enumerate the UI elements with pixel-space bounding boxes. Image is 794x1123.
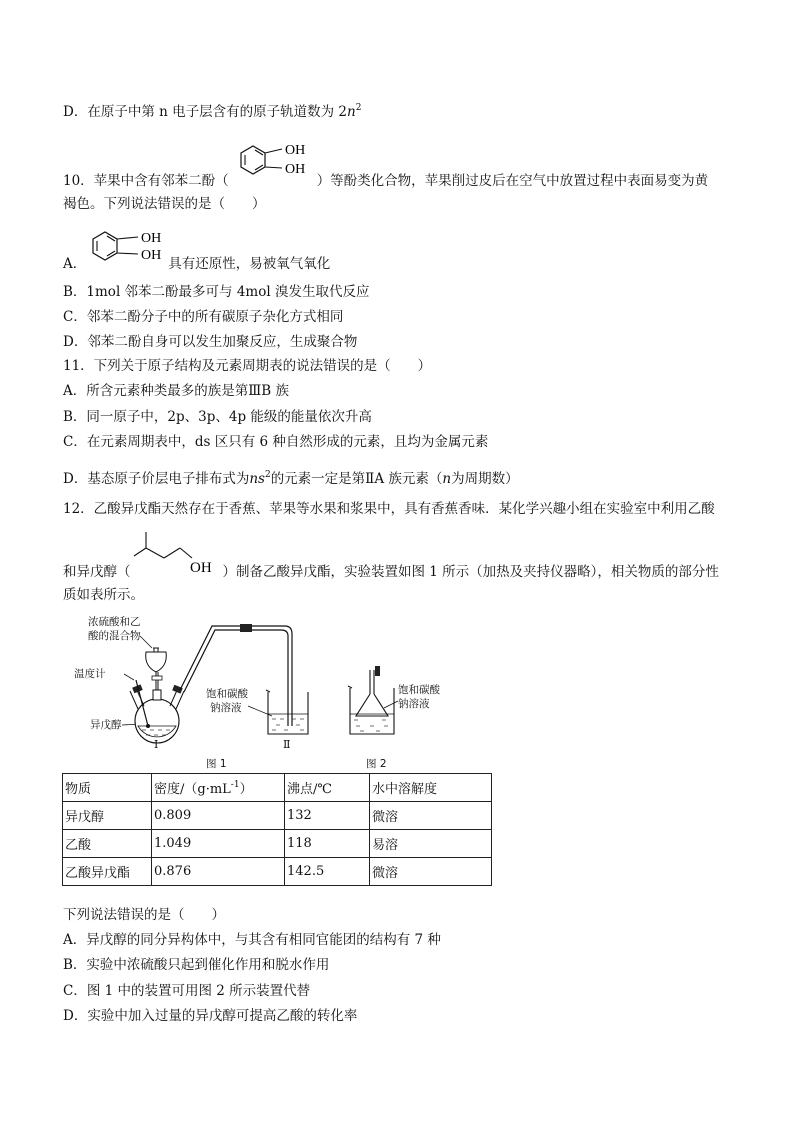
table-cell: 0.876	[152, 858, 285, 886]
oh-label-3: OH	[141, 231, 162, 246]
q11-option-d-n: n	[442, 471, 452, 487]
table-cell: 118	[285, 830, 370, 858]
q9-option-d-text: D．在原子中第 n 电子层含有的原子轨道数为 2	[63, 104, 347, 120]
oh-label-1: OH	[285, 143, 306, 158]
table-cell: 乙酸	[63, 830, 152, 858]
q11-option-d	[63, 466, 519, 488]
q11-option-d-p3: 为周期数）	[451, 471, 519, 487]
table-cell: 易溶	[370, 830, 492, 858]
q10-stem-line1	[63, 172, 708, 190]
label-acid-mix-1: 浓硫酸和乙	[88, 616, 141, 628]
table-row	[63, 830, 492, 858]
label-sat2-1: 饱和碳酸	[398, 684, 440, 696]
q10-stem-part1: 10．苹果中含有邻苯二酚（	[63, 173, 229, 189]
roman-1: Ⅰ	[154, 738, 159, 751]
table-header-cell	[152, 774, 285, 802]
q12-option-d: D．实验中加入过量的异戊醇可提高乙酸的转化率	[63, 1008, 358, 1024]
table-cell: 0.809	[152, 802, 285, 830]
label-sat-1: 饱和碳酸	[206, 688, 248, 700]
caption-fig-1: 图 1	[206, 758, 227, 770]
q12-question: 下列说法错误的是（ ）	[63, 907, 225, 923]
q10-option-a-text: 具有还原性，易被氧气氧化	[168, 256, 331, 272]
label-isoamyl: 异戊醇	[90, 719, 122, 731]
q11-option-a: A．所含元素种类最多的族是第ⅢB 族	[63, 383, 289, 399]
q10-option-a	[63, 255, 330, 273]
label-thermometer: 温度计	[74, 668, 106, 680]
oh-label-isoamyl: OH	[190, 560, 212, 576]
q10-option-b: B．1mol 邻苯二酚最多可与 4mol 溴发生取代反应	[63, 284, 370, 300]
table-cell: 乙酸异戊酯	[63, 858, 152, 886]
q9-option-d-sup: 2	[355, 103, 362, 113]
q11-option-d-p1: D．基态原子价层电子排布式为	[63, 471, 250, 487]
q12-option-b: B．实验中浓硫酸只起到催化作用和脱水作用	[63, 957, 330, 973]
q9-option-d	[63, 99, 361, 121]
q10-stem-line2: 褐色。下列说法错误的是（ ）	[63, 196, 266, 212]
q12-stem-line2-part1: 和异戊醇（	[63, 564, 131, 580]
q9-option-d-var: n	[346, 104, 356, 120]
q11-stem: 11．下列关于原子结构及元素周期表的说法错误的是（ ）	[63, 358, 432, 374]
q12-option-a: A．异戊醇的同分异构体中，与其含有相同官能团的结构有 7 种	[63, 932, 441, 948]
q12-stem-line3: 质如表所示。	[63, 587, 144, 603]
q10-option-c: C．邻苯二酚分子中的所有碳原子杂化方式相同	[63, 309, 344, 325]
table-cell: 微溶	[370, 858, 492, 886]
table-header-cell: 沸点/℃	[285, 774, 370, 802]
q12-stem-line1: 12．乙酸异戊酯天然存在于香蕉、苹果等水果和浆果中，具有香蕉香味．某化学兴趣小组在实验室中利用乙酸	[63, 501, 715, 517]
table-cell: 1.049	[152, 830, 285, 858]
table-header-cell: 水中溶解度	[370, 774, 492, 802]
table-header-row	[63, 774, 492, 802]
oh-label-4: OH	[141, 248, 162, 263]
q12-stem-line2	[63, 563, 719, 581]
q11-option-c: C．在元素周期表中，ds 区只有 6 种自然形成的元素，且均为金属元素	[63, 434, 489, 450]
apparatus-figure	[60, 608, 480, 768]
q11-option-d-p2: 的元素一定是第ⅡA 族元素（	[270, 471, 443, 487]
table-cell: 微溶	[370, 802, 492, 830]
table-row	[63, 858, 492, 886]
q11-option-d-var: ns	[249, 471, 265, 487]
roman-2: Ⅱ	[283, 738, 291, 751]
oh-label-2: OH	[285, 162, 306, 177]
density-header-text: 密度/（g·mL	[154, 782, 231, 797]
q11-option-d-sup: 2	[264, 470, 271, 480]
table-cell: 132	[285, 802, 370, 830]
q12-stem-line2-part2: ）制备乙酸异戊酯，实验装置如图 1 所示（加热及夹持仪器略），相关物质的部分性	[222, 564, 719, 580]
q10-option-d: D．邻苯二酚自身可以发生加聚反应，生成聚合物	[63, 334, 358, 350]
density-header-sup: -1	[230, 780, 240, 790]
q12-option-c: C．图 1 中的装置可用图 2 所示装置代替	[63, 983, 311, 999]
table-header-cell: 物质	[63, 774, 152, 802]
table-cell: 142.5	[285, 858, 370, 886]
table-cell: 异戊醇	[63, 802, 152, 830]
density-header-close: ）	[239, 782, 253, 797]
label-acid-mix-2: 酸的混合物	[88, 630, 141, 642]
label-sat2-2: 钠溶液	[398, 698, 430, 710]
label-sat-2: 钠溶液	[210, 702, 242, 714]
properties-table	[62, 773, 492, 886]
caption-fig-2: 图 2	[366, 758, 387, 770]
q11-option-b: B．同一原子中，2p、3p、4p 能级的能量依次升高	[63, 409, 372, 425]
q10-option-a-prefix: A．	[63, 256, 87, 272]
table-row	[63, 802, 492, 830]
q10-stem-part2: ）等酚类化合物，苹果削过皮后在空气中放置过程中表面易变为黄	[316, 173, 709, 189]
